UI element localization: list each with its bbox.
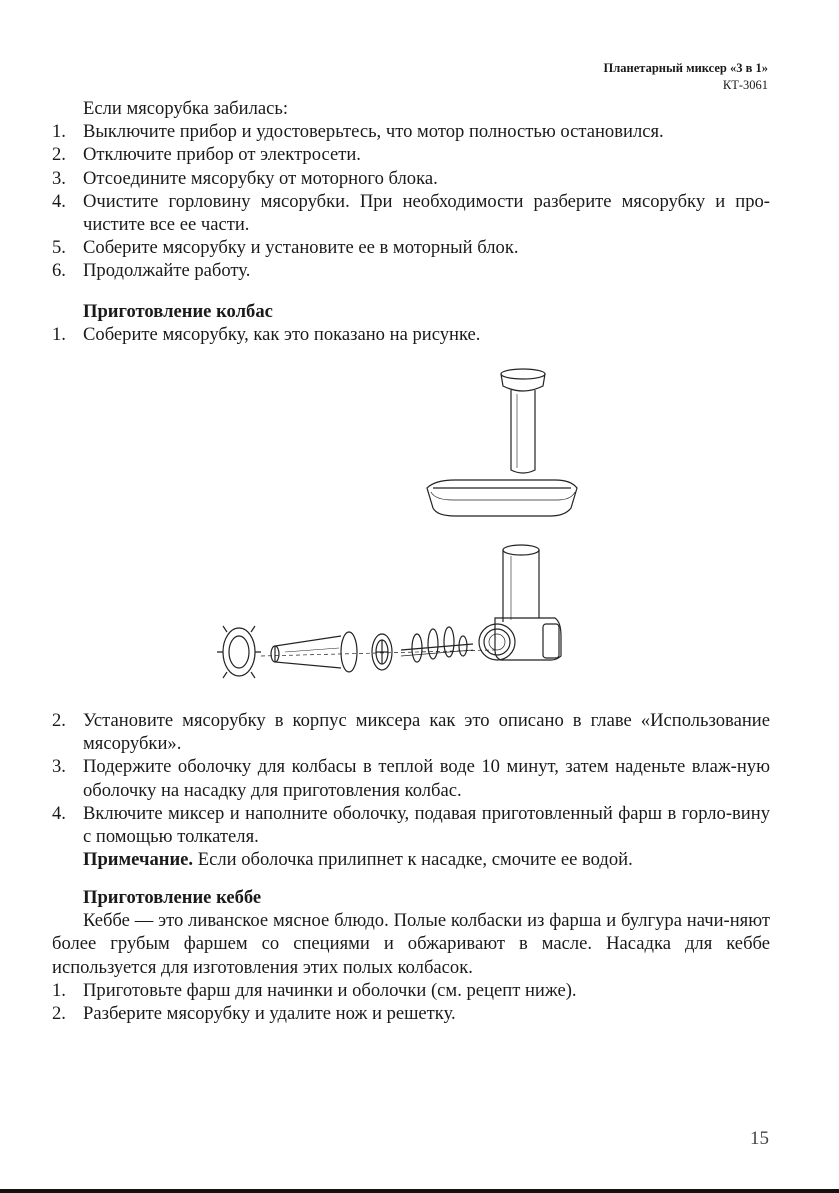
step-number: 4. (52, 190, 66, 212)
step-text: Отключите прибор от электросети. (83, 144, 361, 166)
sausage-section-top (52, 300, 770, 346)
section-heading: Приготовление колбас (83, 301, 273, 322)
step-number: 3. (52, 167, 66, 189)
bottom-divider (0, 1189, 839, 1193)
list-item (52, 755, 770, 801)
meat-grinder-assembly-illustration (205, 360, 585, 695)
step-text: Приготовьте фарш для начинки и оболочки (см. рецепт ниже). (83, 979, 577, 1001)
step-text: Соберите мясорубку и установите ее в моторный блок. (83, 237, 519, 259)
step-number: 1. (52, 979, 66, 1001)
step-number: 2. (52, 144, 66, 166)
note (52, 848, 770, 871)
list-item (52, 190, 770, 236)
step-number: 2. (52, 1003, 66, 1025)
model-number: КТ-3061 (722, 78, 768, 92)
sausage-nozzle-part (271, 632, 357, 672)
step-number: 2. (52, 710, 66, 731)
sausage-section-bottom (52, 709, 770, 871)
kebbe-section (52, 886, 770, 1025)
grinder-body-part (479, 618, 561, 660)
step-text: Продолжайте работу. (83, 260, 251, 282)
step-number: 4. (52, 802, 66, 824)
list-item (52, 167, 770, 190)
step-text: Отсоедините мясорубку от моторного блока. (83, 167, 438, 189)
list-item (52, 120, 770, 143)
tray-part (427, 480, 577, 516)
clogged-steps-list (52, 120, 770, 282)
sausage-step1-list (52, 323, 770, 346)
step-number: 5. (52, 237, 66, 259)
step-number: 3. (52, 756, 66, 778)
list-item (52, 323, 770, 346)
step-number: 1. (52, 324, 66, 346)
step-text: Установите мясорубку в корпус миксера как это описано в главе «Использование мясорубки». (83, 710, 770, 755)
ring-nut-part (217, 626, 261, 678)
kebbe-intro: Кеббе — это ливанское мясное блюдо. Полые колбаски из фарша и булгура начи-няют более грубым фаршем со специями и обжаривают в масле. Насадка для кеббе используется для изготовления этих полых колбасок. (52, 910, 770, 978)
clogged-intro: Если мясорубка забилась: (83, 98, 289, 119)
kebbe-steps-list (52, 979, 770, 1025)
list-item (52, 802, 770, 848)
step-text: Разберите мясорубку и удалите нож и решетку. (83, 1003, 456, 1025)
pusher-part (501, 369, 545, 473)
separator-disc-part (372, 634, 392, 670)
note-label: Примечание. (83, 849, 194, 871)
list-item (52, 236, 770, 259)
list-item (52, 979, 770, 1002)
page-header (604, 60, 768, 94)
list-item (52, 709, 770, 755)
page-number: 15 (750, 1128, 769, 1149)
note-text: Если оболочка прилипнет к насадке, смочите ее водой. (193, 849, 633, 871)
section-heading: Приготовление кеббе (83, 887, 262, 908)
step-number: 6. (52, 260, 66, 282)
step-text: Выключите прибор и удостоверьтесь, что мотор полностью остановился. (83, 121, 664, 143)
step-text: Соберите мясорубку, как это показано на рисунке. (83, 324, 481, 346)
step-number: 1. (52, 121, 66, 143)
step-text: Подержите оболочку для колбасы в теплой воде 10 минут, затем наденьте влаж-ную оболочку на насадку для приготовления колбас. (83, 756, 770, 801)
step-text: Очистите горловину мясорубки. При необходимости разберите мясорубку и про-чистите все ее части. (83, 190, 770, 236)
sausage-steps-list (52, 709, 770, 848)
list-item (52, 259, 770, 282)
document-title: Планетарный миксер «3 в 1» (603, 61, 768, 75)
grinder-neck-part (503, 545, 539, 622)
clogged-section (52, 97, 770, 283)
list-item (52, 143, 770, 166)
auger-part (401, 627, 473, 662)
step-text: Включите миксер и наполните оболочку, подавая приготовленный фарш в горло-вину с помощью толкателя. (83, 802, 770, 848)
list-item (52, 1002, 770, 1025)
